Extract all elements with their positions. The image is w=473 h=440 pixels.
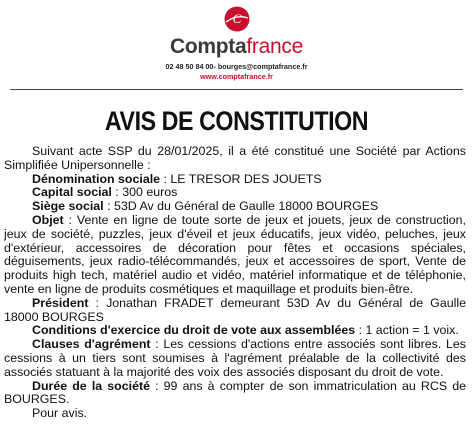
notice-body xyxy=(4,145,466,421)
capital-label: Capital social xyxy=(32,185,112,200)
comptafrance-logo-icon xyxy=(224,6,250,32)
denomination-line xyxy=(4,173,466,187)
header-divider xyxy=(10,89,463,90)
president-label: Président xyxy=(32,295,89,310)
siege-line xyxy=(4,200,466,214)
contact-line: 02 48 50 84 00- bourges@comptafrance.fr xyxy=(165,62,308,71)
closing-line: Pour avis. xyxy=(32,406,88,421)
vote-label: Conditions d'exercice du droit de vote aux assemblées xyxy=(32,323,356,338)
notice-title: AVIS DE CONSTITUTION xyxy=(104,106,369,136)
duree-value: : 99 ans à compter de son immatriculation au RCS de BOURGES. xyxy=(4,378,466,407)
siege-label: Siège social xyxy=(32,199,104,214)
siege-value: : 53D Av du Général de Gaulle 18000 BOURGES xyxy=(103,199,379,214)
brand-part-france: france xyxy=(246,35,303,58)
duree-paragraph xyxy=(4,380,466,408)
denomination-value: : LE TRESOR DES JOUETS xyxy=(160,171,322,186)
website-link[interactable]: www.comptafrance.fr xyxy=(200,72,273,81)
objet-label: Objet xyxy=(32,212,64,227)
capital-value: : 300 euros xyxy=(111,185,178,200)
brand-name xyxy=(0,36,473,58)
president-paragraph xyxy=(4,297,466,325)
publisher-header xyxy=(0,0,473,92)
objet-value: : Vente en ligne de toute sorte de jeux et jouets, jeux de construction, jeux de société, puzzles, jeux d'éveil et jeux éducatifs, jeux vidéo, peluches, jeux d'extérieur, accessoires de décoration pour fêtes et occasions spéciales, déguisements, jeux radio-télécommandés, jeux et accessoires de sport, Vente de produits high tech, matériel audio et vidéo, matériel informatique et de téléphonie, vente en ligne de produits cosmétiques et maquillage et produits bien-être. xyxy=(4,212,466,296)
agrement-value: : Les cessions d'actions entre associés sont libres. Les cessions à un tiers sont soumises à l'agrément préalable de la collectivité des associés statuant à la majorité des voix des associés disposant du droit de vote. xyxy=(4,337,466,379)
vote-value: : 1 action = 1 voix. xyxy=(355,323,459,338)
agrement-label: Clauses d'agrément xyxy=(32,337,151,352)
agrement-paragraph xyxy=(4,338,466,379)
vote-paragraph xyxy=(4,324,466,338)
logo-letter: C xyxy=(232,11,242,26)
intro-paragraph: Suivant acte SSP du 28/01/2025, il a été constitué une Société par Actions Simplifiée Unipersonnelle : xyxy=(4,144,466,172)
brand-part-compta: Compta xyxy=(170,35,247,58)
duree-label: Durée de la société xyxy=(32,378,150,393)
capital-line xyxy=(4,186,466,200)
objet-paragraph xyxy=(4,214,466,297)
president-value: : Jonathan FRADET demeurant 53D Av du Général de Gaulle 18000 BOURGES xyxy=(4,295,466,324)
denomination-label: Dénomination sociale xyxy=(32,171,161,186)
